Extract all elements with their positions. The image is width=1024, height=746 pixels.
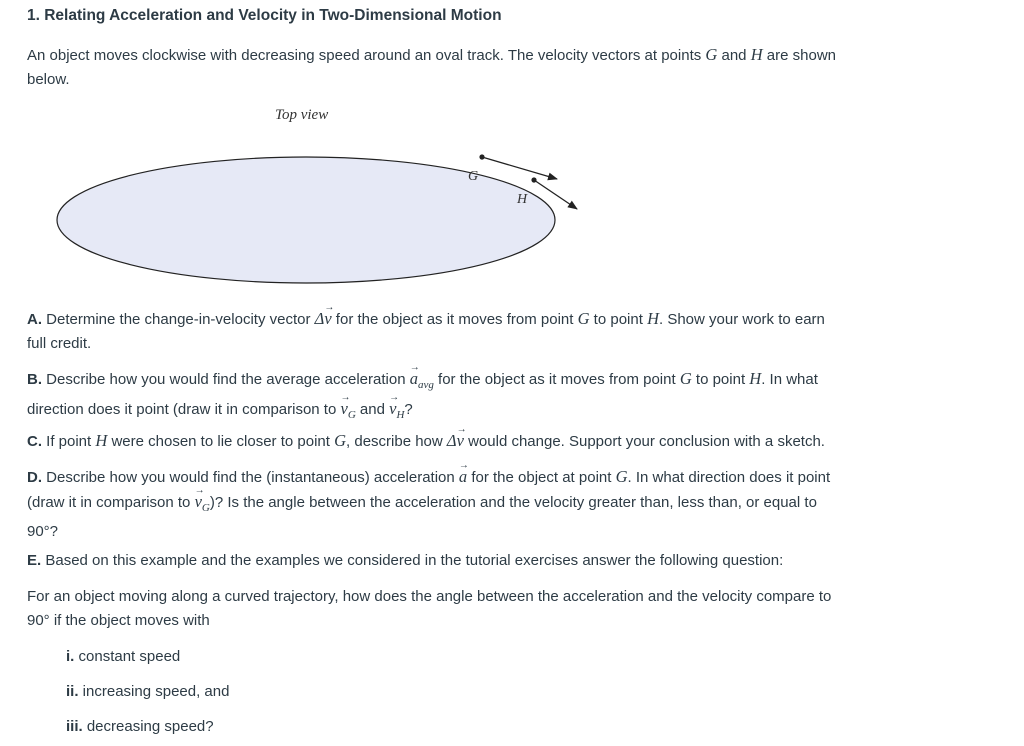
oval-track-figure: [40, 98, 600, 294]
part-e: E. Based on this example and the examples we considered in the tutorial exercises answer the following question:: [27, 552, 784, 569]
part-a: A. Determine the change-in-velocity vector Δ→ v for the object as it moves from point G to point H. Show your work to earn full credit.: [27, 307, 907, 356]
label-h: H: [517, 192, 528, 207]
list-item: i. constant speed: [66, 648, 181, 665]
velocity-vector-g: [482, 157, 557, 179]
oval-track: [57, 157, 555, 283]
problem-title: 1. Relating Acceleration and Velocity in Two-Dimensional Motion: [27, 7, 502, 24]
part-c: C. If point H were chosen to lie closer to point G, describe how Δ→ v would change. Support your conclusion with a sketch.: [27, 429, 907, 454]
question-paragraph: For an object moving along a curved trajectory, how does the angle between the acceleration and the velocity compare to 90° if the object moves with: [27, 588, 832, 629]
figure-caption: Top view: [275, 107, 329, 123]
label-g: G: [468, 169, 479, 184]
intro-paragraph: An object moves clockwise with decreasing speed around an oval track. The velocity vectors at points G and H are shown below.: [27, 45, 836, 88]
part-d: D. Describe how you would find the (instantaneous) acceleration → a for the object at point G. In what direction does it point (draw it in comparison to → $v_G$)? Is the angle between the acceleration and the velocity greater than, less than, or equal to 90°?: [27, 465, 907, 544]
list-item: ii. increasing speed, and: [66, 683, 230, 700]
part-b: B. Describe how you would find the average acceleration → $a_{avg}$ for the object as it moves from point G to point H. In what direction does it point (draw it in comparison to → $v_G$ and → $v_H$?: [27, 367, 907, 427]
list-item: iii. decreasing speed?: [66, 718, 214, 735]
